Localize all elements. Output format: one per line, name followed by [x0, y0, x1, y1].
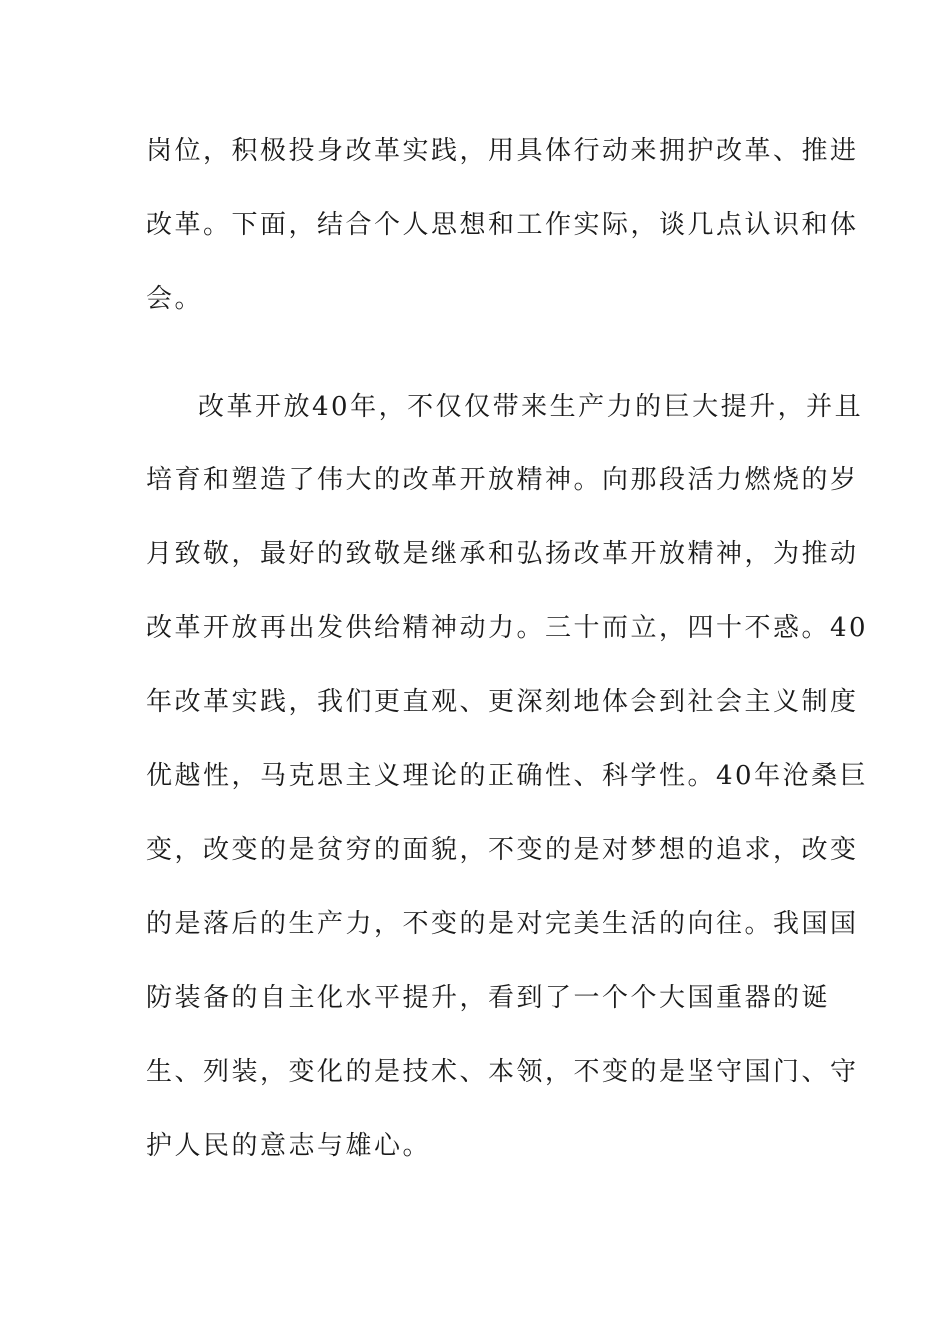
paragraph-line: 培育和塑造了伟大的改革开放精神。向那段活力燃烧的岁	[146, 465, 859, 495]
paragraph-line: 改革。下面，结合个人思想和工作实际，谈几点认识和体	[146, 210, 859, 240]
paragraph-line: 年改革实践，我们更直观、更深刻地体会到社会主义制度	[146, 687, 859, 717]
paragraph-line: 优越性，马克思主义理论的正确性、科学性。40年沧桑巨	[146, 761, 869, 791]
paragraph-line: 改革开放再出发供给精神动力。三十而立，四十不惑。40	[146, 613, 869, 643]
paragraph-line: 岗位，积极投身改革实践，用具体行动来拥护改革、推进	[146, 136, 859, 166]
paragraph-line: 会。	[146, 284, 204, 314]
paragraph-line: 的是落后的生产力，不变的是对完美生活的向往。我国国	[146, 909, 859, 939]
paragraph-line: 改革开放40年，不仅仅带来生产力的巨大提升，并且	[198, 392, 864, 422]
paragraph-line: 护人民的意志与雄心。	[146, 1131, 432, 1161]
paragraph-line: 月致敬，最好的致敬是继承和弘扬改革开放精神，为推动	[146, 539, 859, 569]
paragraph-line: 变，改变的是贫穷的面貌，不变的是对梦想的追求，改变	[146, 835, 859, 865]
paragraph-line: 生、列装，变化的是技术、本领，不变的是坚守国门、守	[146, 1057, 859, 1087]
paragraph-line: 防装备的自主化水平提升，看到了一个个大国重器的诞	[146, 983, 831, 1013]
